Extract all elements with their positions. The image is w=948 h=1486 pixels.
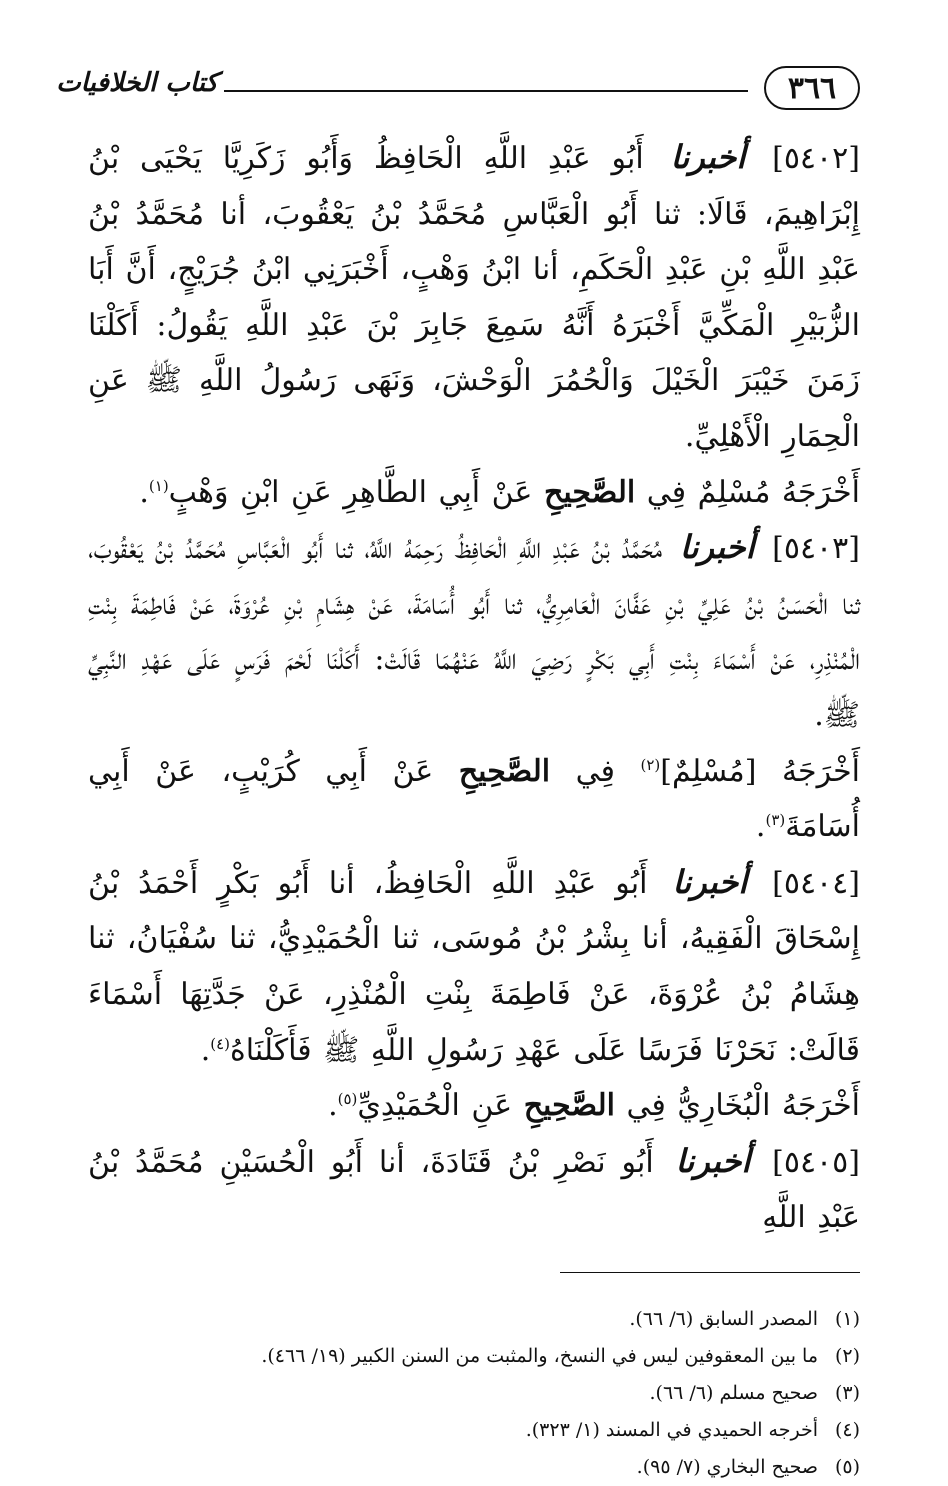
- takhrij-post: عَنِ الْحُمَيْدِيِّ: [357, 1088, 513, 1124]
- akhbarana-keyword: أخبرنا: [670, 138, 746, 176]
- hadith-end: .: [200, 1032, 211, 1068]
- footnote-divider: [560, 1272, 860, 1273]
- akhbarana-keyword: أخبرنا: [672, 862, 748, 901]
- page: [56, 60, 861, 1478]
- main-text: [88, 130, 860, 1246]
- footnote-ref[interactable]: (٣): [765, 811, 786, 830]
- footnote-text: ما بين المعقوفين ليس في النسخ، والمثبت من السنن الكبير (١٩/ ٤٦٦).: [261, 1344, 818, 1367]
- header-rule: [224, 90, 748, 92]
- takhrij-post: عَنْ أَبِي كُرَيْبٍ، عَنْ أَبِي أُسَامَةَ: [88, 753, 860, 845]
- footnotes: [88, 1301, 860, 1486]
- footnote-number: (١): [834, 1307, 860, 1330]
- takhrij-5403: [88, 744, 860, 855]
- footnote-ref[interactable]: (٢): [640, 755, 661, 774]
- hadith-text: أَبُو عَبْدِ اللَّهِ الْحَافِظُ، أنا أَبُو بَكْرٍ أَحْمَدُ بْنُ إِسْحَاقَ الْفَقِيهُ، أنا بِشْرُ بْنُ مُوسَى، ثنا الْحُمَيْدِيُّ، ثنا سُفْيَانُ، ثنا هِشَامُ بْنُ عُرْوَةَ، عَنْ فَاطِمَةَ بِنْتِ الْمُنْذِرِ، عَنْ جَدَّتِهَا أَسْمَاءَ قَالَتْ: نَحَرْنَا فَرَسًا عَلَى عَهْدِ رَسُولِ اللَّهِ ﷺ فَأَكَلْنَاهُ: [88, 865, 860, 1068]
- takhrij-end: .: [328, 1088, 338, 1124]
- takhrij-pre2: فِي: [575, 753, 615, 789]
- hadith-text: أَبُو نَصْرِ بْنُ قَتَادَةَ، أنا أَبُو الْحُسَيْنِ مُحَمَّدُ بْنُ عَبْدِ اللَّهِ: [88, 1144, 860, 1236]
- hadith-5404: [88, 855, 860, 1078]
- hadith-text: مُحَمَّدُ بْنُ عَبْدِ اللَّهِ الْحَافِظُ رَحِمَهُ اللَّهُ، ثنا أَبُو الْعَبَّاسِ مُحَمَّدُ بْنُ يَعْقُوبَ، ثنا الْحَسَنُ بْنُ عَلِيِّ بْنِ عَفَّانَ الْعَامِرِيُّ، ثنا أَبُو أُسَامَةَ، عَنْ هِشَامِ بْنِ عُرْوَةَ، عَنْ فَاطِمَةَ بِنْتِ الْمُنْذِرِ، عَنْ أَسْمَاءَ بِنْتِ أَبِي بَكْرٍ رَضِيَ اللَّهُ عَنْهُمَا قَالَتْ: أَكَلْنَا لَحْمَ فَرَسٍ عَلَى عَهْدِ النَّبِيِّ ﷺ.: [88, 531, 861, 733]
- takhrij-pre: أَخْرَجَهُ الْبُخَارِيُّ فِي: [626, 1088, 860, 1124]
- hadith-5405: [88, 1134, 860, 1246]
- footnote-number: (٥): [834, 1455, 860, 1478]
- takhrij-end: .: [755, 809, 766, 845]
- page-number: ٣٦٦: [764, 66, 860, 110]
- footnote-3: [88, 1375, 860, 1412]
- footnote-number: (٣): [834, 1381, 860, 1404]
- takhrij-end: .: [139, 474, 149, 510]
- hadith-5403: [88, 520, 860, 743]
- takhrij-5404: [88, 1078, 860, 1134]
- footnote-5: [88, 1449, 860, 1486]
- footnote-ref[interactable]: (٤): [210, 1034, 231, 1053]
- footnote-number: (٢): [834, 1344, 860, 1367]
- footnote-text: صحيح البخاري (٧/ ٩٥).: [636, 1455, 818, 1478]
- hadith-number: [٥٤٠٤]: [772, 865, 860, 901]
- takhrij-pre: أَخْرَجَهُ [مُسْلِمٌ]: [660, 753, 860, 789]
- hadith-number: [٥٤٠٥]: [772, 1144, 860, 1180]
- hadith-number: [٥٤٠٣]: [772, 531, 860, 567]
- footnote-2: [88, 1338, 860, 1375]
- footnote-ref[interactable]: (٥): [337, 1090, 358, 1109]
- page-header: [56, 60, 860, 122]
- takhrij-5402: [88, 465, 860, 521]
- hadith-number: [٥٤٠٢]: [772, 141, 860, 176]
- takhrij-pre: أَخْرَجَهُ مُسْلِمٌ فِي: [646, 474, 860, 510]
- sahih-word: الصَّحِيحِ: [543, 474, 636, 510]
- takhrij-post: عَنْ أَبِي الطَّاهِرِ عَنِ ابْنِ وَهْبٍ: [168, 474, 533, 510]
- footnote-ref[interactable]: (١): [148, 476, 169, 495]
- sahih-word: الصَّحِيحِ: [458, 753, 551, 789]
- footnote-text: المصدر السابق (٦/ ٦٦).: [629, 1307, 818, 1330]
- akhbarana-keyword: أخبرنا: [679, 528, 755, 567]
- footnote-number: (٤): [834, 1418, 860, 1441]
- footnote-1: [88, 1301, 860, 1338]
- hadith-5402: [88, 130, 860, 465]
- footnote-text: أخرجه الحميدي في المسند (١/ ٣٢٣).: [525, 1418, 818, 1441]
- sahih-word: الصَّحِيحِ: [523, 1088, 615, 1124]
- book-title: كتاب الخلافيات: [56, 68, 218, 98]
- footnote-4: [88, 1412, 860, 1449]
- hadith-text: أَبُو عَبْدِ اللَّهِ الْحَافِظُ وَأَبُو زَكَرِيَّا يَحْيَى بْنُ إِبْرَاهِيمَ، قَالَا: ثنا أَبُو الْعَبَّاسِ مُحَمَّدُ بْنُ يَعْقُوبَ، أنا مُحَمَّدُ بْنُ عَبْدِ اللَّهِ بْنِ عَبْدِ الْحَكَمِ، أنا ابْنُ وَهْبٍ، أَخْبَرَنِي ابْنُ جُرَيْجٍ، أَنَّ أَبَا الزُّبَيْرِ الْمَكِّيَّ أَخْبَرَهُ أَنَّهُ سَمِعَ جَابِرَ بْنَ عَبْدِ اللَّهِ يَقُولُ: أَكَلْنَا زَمَنَ خَيْبَرَ الْخَيْلَ وَالْحُمُرَ الْوَحْشَ، وَنَهَى رَسُولُ اللَّهِ ﷺ عَنِ الْحِمَارِ الْأَهْلِيِّ.: [88, 141, 860, 454]
- akhbarana-keyword: أخبرنا: [675, 1141, 751, 1180]
- footnote-text: صحيح مسلم (٦/ ٦٦).: [649, 1381, 818, 1404]
